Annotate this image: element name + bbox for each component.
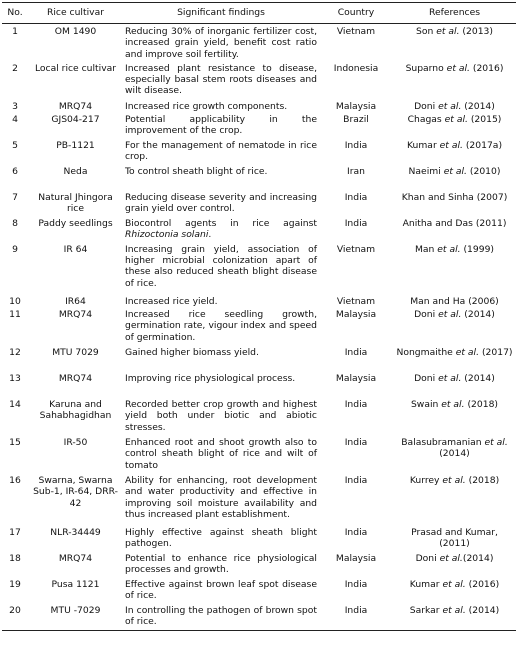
cell-country: Iran (347, 165, 365, 177)
cell-rice-cultivar: Paddy seedlings (38, 217, 113, 229)
cell-significant-findings: Increased rice growth components. (125, 100, 288, 112)
cell-reference: Kumar et al. (2016) (409, 579, 500, 591)
cell-country: India (344, 527, 368, 539)
cell-rice-cultivar: Pusa 1121 (51, 579, 100, 591)
cell-significant-findings: Increased rice yield. (125, 295, 218, 307)
cell-significant-findings: Potential applicability in the improvement of the crop. (125, 113, 317, 137)
cell-no: 20 (9, 605, 21, 617)
cell-country: India (344, 579, 368, 591)
cell-country: India (344, 605, 368, 617)
cell-significant-findings: Highly effective against sheath blight pathogen. (125, 527, 317, 550)
cell-significant-findings: Reducing 30% of inorganic fertilizer cost, increased grain yield, benefit cost ratio and improve soil fertility. (125, 26, 317, 60)
cell-no: 16 (9, 475, 21, 487)
cell-rice-cultivar: MRQ74 (58, 373, 93, 385)
cell-country: India (344, 399, 368, 411)
table-row (2, 112, 516, 138)
cell-rice-cultivar: Karuna and Sahabhagidhan (39, 399, 112, 422)
table-row (2, 371, 516, 397)
cell-rice-cultivar: MTU 7029 (52, 347, 99, 359)
cell-significant-findings: Increased rice seedling growth, germination rate, vigour index and speed of germination. (125, 309, 317, 343)
header-references: References (428, 7, 481, 18)
cell-no: 17 (9, 527, 21, 539)
cell-reference: Nongmaithe et al. (2017) (396, 347, 513, 359)
cell-reference: Son et al. (2013) (416, 26, 493, 38)
cell-country: India (344, 139, 368, 151)
cell-no: 18 (9, 553, 21, 565)
table-row (2, 190, 516, 216)
cell-reference: Kurrey et al. (2018) (409, 475, 500, 487)
cell-country: India (344, 437, 368, 449)
cell-country: Malaysia (335, 373, 377, 385)
header-row (2, 3, 516, 24)
table-row (2, 24, 516, 61)
cell-reference: Swain et al. (2018) (410, 399, 499, 411)
cell-country: India (344, 347, 368, 359)
cell-rice-cultivar: Swarna, Swarna Sub-1, IR-64, DRR-42 (33, 475, 118, 509)
cell-no: 2 (12, 62, 18, 74)
cell-no: 7 (12, 191, 18, 203)
cell-reference: Naeimi et al. (2010) (408, 165, 501, 177)
cell-reference: Khan and Sinha (2007) (401, 191, 508, 203)
table-header (2, 3, 516, 24)
cell-rice-cultivar: Neda (63, 165, 88, 177)
table-row (2, 435, 516, 473)
findings-table-container (2, 2, 516, 631)
cell-reference: Doni et al. (2014) (414, 309, 495, 321)
table-body (2, 24, 516, 630)
cell-no: 3 (12, 100, 18, 112)
cell-rice-cultivar: IR64 (65, 295, 86, 307)
cell-reference: Man et al. (1999) (414, 243, 495, 255)
cell-country: Brazil (343, 113, 369, 125)
cell-rice-cultivar: MTU -7029 (50, 605, 101, 617)
table-row (2, 164, 516, 190)
cell-no: 19 (9, 579, 21, 591)
cell-significant-findings: Biocontrol agents in rice against Rhizoctonia solani. (125, 217, 317, 241)
table-row (2, 551, 516, 577)
cell-no: 15 (9, 437, 21, 449)
cell-country: India (344, 217, 368, 229)
cell-no: 10 (9, 295, 21, 307)
cell-rice-cultivar: IR 64 (63, 243, 88, 255)
cell-no: 4 (12, 113, 18, 125)
cell-reference: Sarkar et al. (2014) (409, 605, 500, 617)
cell-no: 6 (12, 165, 18, 177)
cell-reference: Anitha and Das (2011) (402, 217, 507, 229)
cell-reference: Prasad and Kumar, (2011) (411, 527, 498, 550)
cell-no: 11 (9, 309, 21, 321)
cell-significant-findings: Recorded better crop growth and highest yield both under biotic and abiotic stresses. (125, 399, 317, 433)
cell-no: 14 (9, 399, 21, 411)
header-rice-cultivar: Rice cultivar (47, 7, 104, 18)
table-row (2, 216, 516, 242)
cell-significant-findings: In controlling the pathogen of brown spot of rice. (125, 605, 317, 628)
table-row (2, 603, 516, 630)
cell-country: Malaysia (335, 100, 377, 112)
header-significant-findings: Significant findings (177, 7, 265, 18)
cell-country: Vietnam (336, 295, 376, 307)
cell-rice-cultivar: Natural Jhingora rice (38, 191, 113, 215)
table-row (2, 242, 516, 294)
cell-reference: Doni et al.(2014) (415, 553, 494, 565)
table-row (2, 307, 516, 345)
cell-country: Malaysia (335, 309, 377, 321)
cell-rice-cultivar: GJS04-217 (51, 113, 100, 125)
cell-reference: Suparno et al. (2016) (405, 62, 504, 74)
cell-reference: Kumar et al. (2017a) (406, 139, 503, 151)
cell-significant-findings: For the management of nematode in rice crop. (125, 139, 317, 163)
findings-table (2, 2, 516, 631)
cell-reference: Chagas et al. (2015) (407, 113, 502, 125)
cell-significant-findings: Effective against brown leaf spot disease of rice. (125, 579, 317, 602)
cell-country: Indonesia (333, 62, 379, 74)
cell-country: India (344, 191, 368, 203)
cell-rice-cultivar: IR-50 (63, 437, 88, 449)
cell-rice-cultivar: MRQ74 (58, 309, 93, 321)
cell-no: 13 (9, 373, 21, 385)
cell-rice-cultivar: OM 1490 (54, 26, 97, 38)
table-row (2, 473, 516, 525)
cell-no: 5 (12, 139, 18, 151)
cell-rice-cultivar: Local rice cultivar (34, 62, 117, 74)
cell-reference: Balasubramanian et al. (2014) (401, 437, 508, 460)
cell-significant-findings: Potential to enhance rice physiological processes and growth. (125, 553, 317, 576)
cell-country: Malaysia (335, 553, 377, 565)
cell-rice-cultivar: PB-1121 (56, 139, 95, 151)
cell-significant-findings: Gained higher biomass yield. (125, 347, 259, 359)
cell-significant-findings: Improving rice physiological process. (125, 373, 296, 385)
cell-significant-findings: To control sheath blight of rice. (125, 165, 268, 177)
cell-significant-findings: Ability for enhancing, root development and water productivity and effective in improving soil moisture availability and thus increased plant establishment. (125, 475, 317, 520)
cell-rice-cultivar: MRQ74 (58, 553, 93, 565)
cell-rice-cultivar: MRQ74 (58, 100, 93, 112)
cell-no: 8 (12, 217, 18, 229)
cell-rice-cultivar: NLR-34449 (50, 527, 101, 539)
table-row (2, 99, 516, 112)
table-row (2, 397, 516, 435)
cell-significant-findings: Increased plant resistance to disease, especially basal stem roots diseases and wilt disease. (125, 62, 317, 97)
cell-significant-findings: Enhanced root and shoot growth also to control sheath blight of rice and wilt of tomato (125, 437, 317, 471)
cell-no: 12 (9, 347, 21, 359)
header-country: Country (337, 7, 375, 18)
table-row (2, 345, 516, 371)
cell-no: 1 (12, 26, 18, 38)
table-row (2, 294, 516, 307)
table-row (2, 61, 516, 99)
table-row (2, 577, 516, 603)
cell-no: 9 (12, 243, 18, 255)
cell-reference: Doni et al. (2014) (414, 373, 495, 385)
table-row (2, 138, 516, 164)
header-no: No. (7, 7, 23, 18)
cell-country: Vietnam (336, 243, 376, 255)
table-row (2, 525, 516, 551)
cell-significant-findings: Increasing grain yield, association of higher microbial colonization apart of these also reduced sheath blight disease of rice. (125, 243, 317, 289)
cell-reference: Doni et al. (2014) (414, 100, 495, 112)
cell-country: Vietnam (336, 26, 376, 38)
cell-country: India (344, 475, 368, 487)
cell-reference: Man and Ha (2006) (410, 295, 499, 307)
cell-significant-findings: Reducing disease severity and increasing grain yield over control. (125, 191, 317, 215)
